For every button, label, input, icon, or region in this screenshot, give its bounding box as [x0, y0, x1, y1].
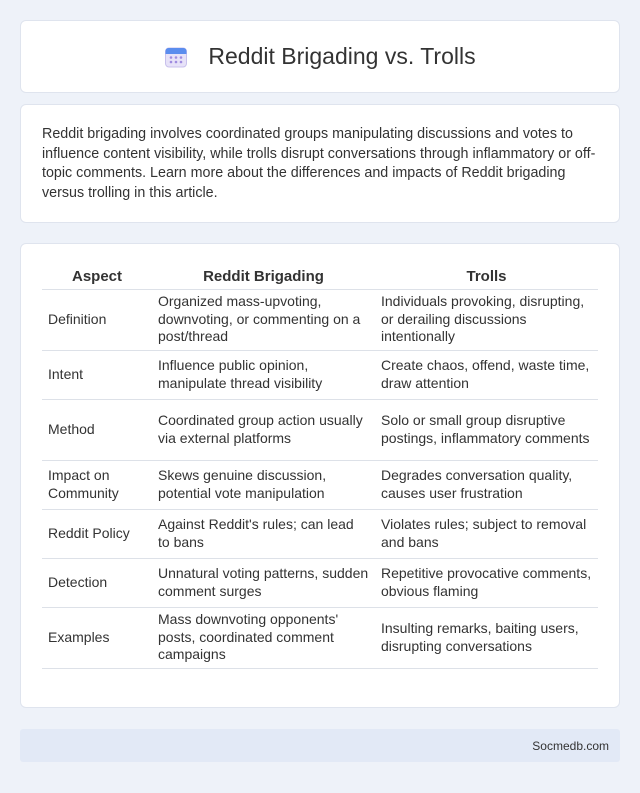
table-row	[42, 460, 598, 509]
row-trolls: Create chaos, offend, waste time, draw attention	[375, 350, 598, 399]
table-row	[42, 350, 598, 399]
footer	[20, 729, 620, 762]
intro-card	[20, 104, 620, 223]
row-brigading: Unnatural voting patterns, sudden comment surges	[152, 558, 375, 607]
row-brigading: Mass downvoting opponents' posts, coordinated comment campaigns	[152, 607, 375, 668]
title-card	[20, 20, 620, 93]
comparison-table	[42, 264, 598, 669]
row-brigading: Influence public opinion, manipulate thread visibility	[152, 350, 375, 399]
row-aspect: Intent	[42, 350, 152, 399]
table-row	[42, 399, 598, 460]
row-brigading: Against Reddit's rules; can lead to bans	[152, 509, 375, 558]
row-trolls: Repetitive provocative comments, obvious flaming	[375, 558, 598, 607]
header-aspect: Aspect	[42, 264, 152, 289]
row-brigading: Skews genuine discussion, potential vote manipulation	[152, 460, 375, 509]
intro-text: Reddit brigading involves coordinated groups manipulating discussions and votes to influence content visibility, while trolls disrupt conversations through inflammatory or off-topic comments. Learn more about the differences and impacts of Reddit brigading versus trolling in this article.	[42, 126, 596, 201]
calendar-icon	[164, 45, 188, 69]
table-row	[42, 558, 598, 607]
table-row	[42, 509, 598, 558]
row-aspect: Detection	[42, 558, 152, 607]
footer-site[interactable]: Socmedb.com	[532, 738, 609, 753]
row-brigading: Coordinated group action usually via external platforms	[152, 399, 375, 460]
row-trolls: Degrades conversation quality, causes user frustration	[375, 460, 598, 509]
table-card	[20, 243, 620, 708]
table-header-row	[42, 264, 598, 289]
row-aspect: Examples	[42, 607, 152, 668]
row-aspect: Impact on Community	[42, 460, 152, 509]
row-aspect: Method	[42, 399, 152, 460]
row-aspect: Definition	[42, 289, 152, 350]
header-reddit-brigading: Reddit Brigading	[152, 264, 375, 289]
header-trolls: Trolls	[375, 264, 598, 289]
page-title: Reddit Brigading vs. Trolls	[208, 43, 476, 69]
row-brigading: Organized mass-upvoting, downvoting, or commenting on a post/thread	[152, 289, 375, 350]
table-row	[42, 607, 598, 668]
row-trolls: Insulting remarks, baiting users, disrupting conversations	[375, 607, 598, 668]
table-row	[42, 289, 598, 350]
row-trolls: Individuals provoking, disrupting, or derailing discussions intentionally	[375, 289, 598, 350]
title-row	[164, 43, 475, 70]
row-trolls: Violates rules; subject to removal and bans	[375, 509, 598, 558]
row-aspect: Reddit Policy	[42, 509, 152, 558]
row-trolls: Solo or small group disruptive postings, inflammatory comments	[375, 399, 598, 460]
